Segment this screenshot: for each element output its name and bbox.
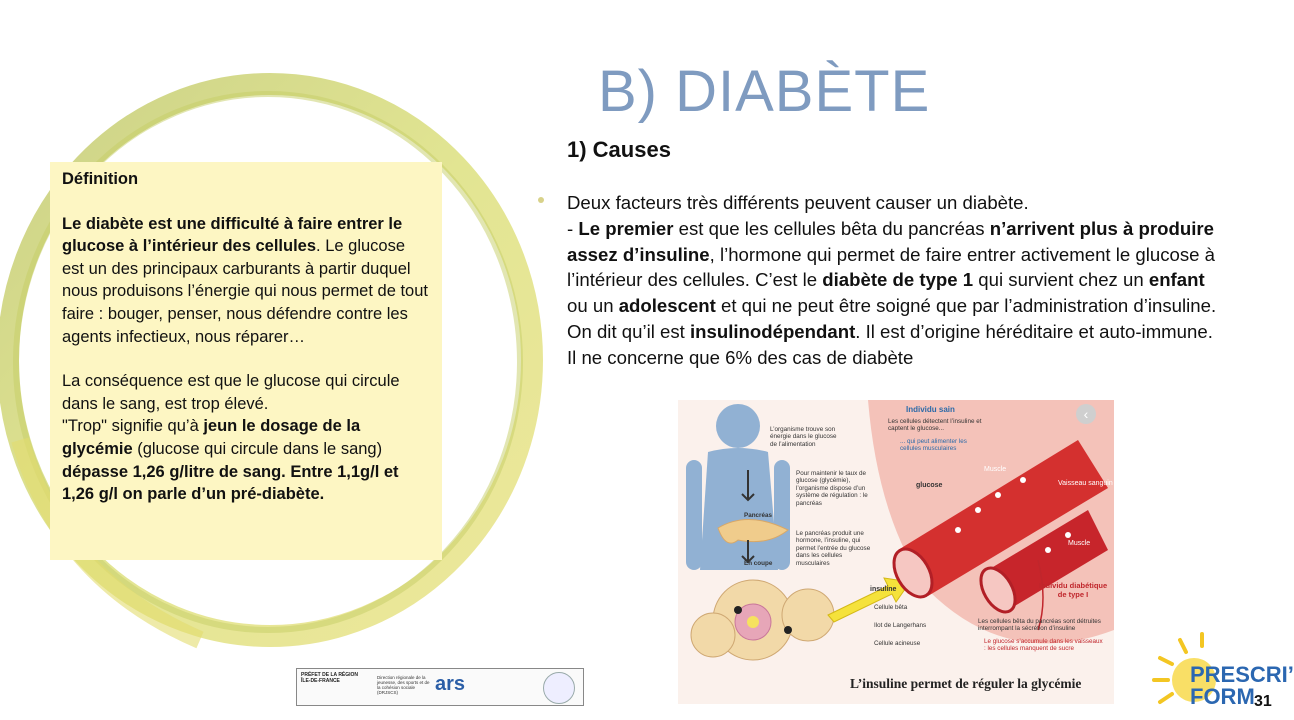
chevron-left-icon[interactable]: ‹ (1076, 404, 1096, 424)
partner-logos (296, 668, 584, 706)
causes-intro: Deux facteurs très différents peuvent causer un diabète. (567, 192, 1029, 213)
definition-paragraph-1: Le diabète est une difficulté à faire entrer le glucose à l’intérieur des cellules. Le glucose est un des principaux carburants à partir duquel nous produisons l’énergie qui nous permet de tout faire : bouger, penser, nous défendre contre les agents infectieux, nous réparer… (62, 214, 428, 346)
label-hormone: Le pancréas produit une hormone, l’insuline, qui permet l’entrée du glucose dans les cellules musculaires (796, 530, 871, 567)
label-sain-sub: ... qui peut alimenter les cellules musculaires (900, 438, 967, 453)
illustration-caption: L’insuline permet de réguler la glycémie (850, 676, 1082, 691)
label-glucose: glucose (916, 482, 943, 489)
label-muscle-2: Muscle (1068, 540, 1091, 547)
definition-paragraph-2: La conséquence est que le glucose qui circule dans le sang, est trop élevé. "Trop" signifie qu’à jeun le dosage de la glycémie (glucose qui circule dans le sang) dépasse 1,26 g/litre de sang. Entre 1,1g/l et 1,26 g/l on parle d’un pré-diabète. (62, 372, 400, 504)
illustration-drawing (678, 400, 1114, 704)
slide-title: B) DIABÈTE (598, 59, 931, 124)
label-diab: Individu diabétique de type I (1038, 581, 1108, 599)
causes-paragraph: - Le premier est que les cellules bêta du pancréas n’arrivent plus à produire assez d’insuline, l’hormone qui permet de faire entrer activement le glucose à l’intérieur des cellules. C’est le diabète de type 1 qui survient chez un enfant ou un adolescent et qui ne peut être soigné que par l’administration d’insuline. On dit qu’il est insulinodépendant. Il est d’origine héréditaire et auto-immune. Il ne concerne que 6% des cas de diabète (567, 217, 1217, 368)
label-coupe: En coupe (744, 560, 773, 567)
label-beta: Cellule bêta (874, 604, 908, 611)
page-number: 31 (1254, 693, 1272, 710)
label-pancreas: Pancréas (744, 512, 773, 519)
drjscs-logo-text: Direction régionale de la jeunesse, des sports et de la cohésion sociale (DRJSCS) (377, 675, 430, 695)
label-sain-text: Les cellules détectent l’insuline et captent le glucose... (888, 418, 982, 433)
label-acineuse: Cellule acineuse (874, 640, 921, 647)
label-sain: Individu sain (906, 405, 955, 414)
bullet-dot (538, 197, 544, 203)
prefet-logo-text: PRÉFET DE LA RÉGION ÎLE-DE-FRANCE (301, 672, 359, 684)
insulin-arrow (828, 578, 910, 622)
prescriforme-logo: PRESCRI’ FORM (1190, 662, 1294, 709)
label-diab-sub: Le glucose s’accumule dans les vaisseaux : les cellules manquent de sucre (984, 638, 1103, 653)
label-regulation: Pour maintenir le taux de glucose (glycémie), l’organisme dispose d’un système de régulation : le pancréas (796, 470, 868, 507)
causes-body (567, 190, 1227, 371)
label-diab-text: Les cellules bêta du pancréas sont détruites interrompant la sécrétion d’insuline (978, 618, 1101, 633)
label-insuline: insuline (870, 586, 897, 593)
ars-logo: ars (435, 673, 466, 695)
label-langerhans: Ilot de Langerhans (874, 622, 927, 629)
label-vaisseau: Vaisseau sanguin (1058, 480, 1113, 487)
label-muscle: Muscle (984, 466, 1007, 473)
seal-logo (543, 672, 575, 704)
insulin-illustration (678, 400, 1114, 704)
definition-heading: Définition (62, 170, 139, 188)
definition-box (50, 162, 442, 560)
pancreas-cluster (691, 580, 834, 660)
label-energy: L’organisme trouve son énergie dans le glucose de l’alimentation (770, 426, 837, 448)
section-heading: 1) Causes (567, 137, 671, 162)
